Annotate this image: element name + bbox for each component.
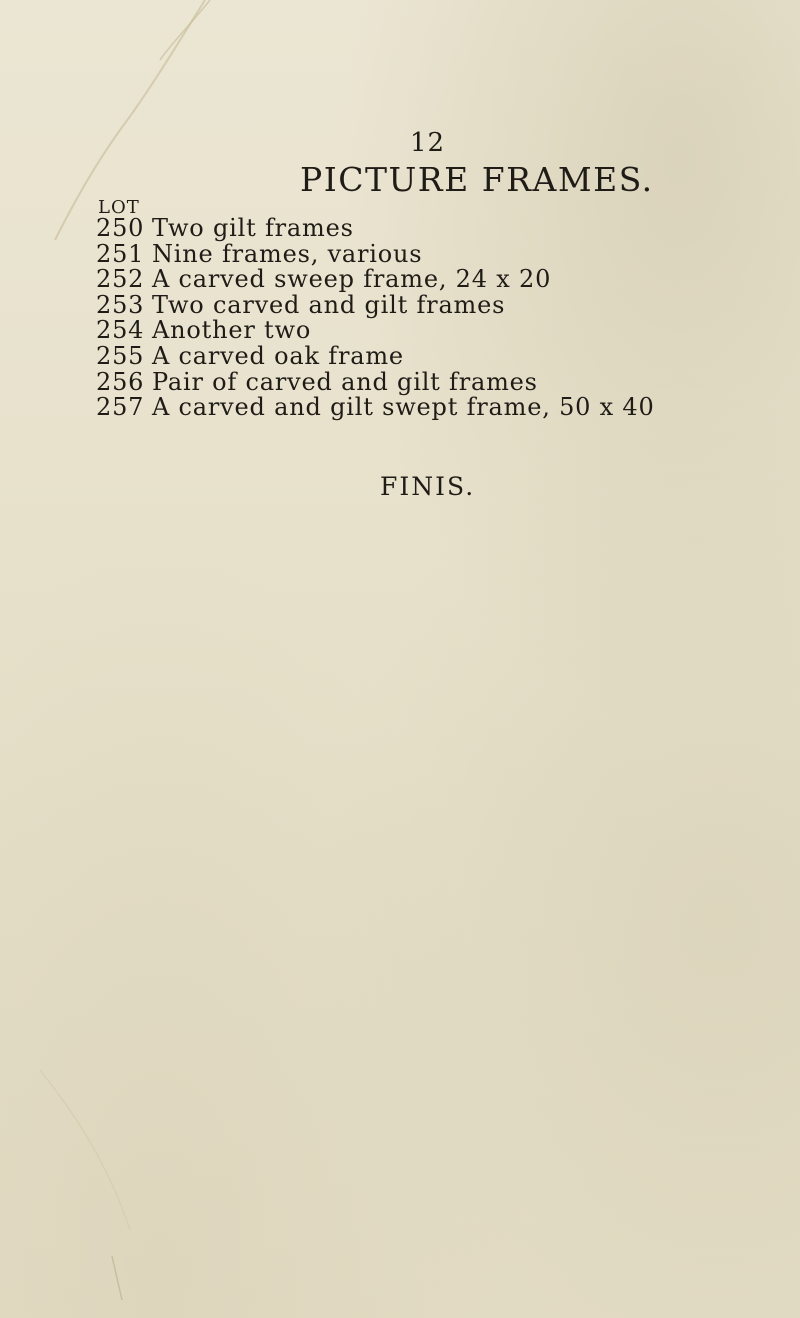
lot-description: Pair of carved and gilt frames	[152, 367, 538, 396]
page-number: 12	[410, 128, 446, 158]
lot-number: 257	[96, 393, 145, 422]
lot-description: A carved oak frame	[152, 341, 404, 370]
lot-number: 254	[96, 316, 145, 345]
lot-description: Nine frames, various	[152, 239, 423, 268]
lot-number: 252	[96, 265, 145, 294]
closing-finis: FINIS.	[380, 472, 476, 501]
lot-row	[96, 342, 756, 368]
lot-number: 253	[96, 290, 145, 319]
lot-row	[96, 393, 756, 422]
lot-number: 250	[96, 214, 145, 242]
lot-description: A carved and gilt swept frame, 50 x 40	[152, 393, 655, 422]
lot-number: 256	[96, 367, 145, 396]
lot-row	[96, 214, 756, 240]
lot-number: 251	[96, 239, 145, 268]
lot-number: 255	[96, 341, 145, 370]
lot-description: Another two	[152, 316, 312, 345]
lot-description: Two gilt frames	[152, 214, 354, 242]
lot-column-header: LOT	[98, 197, 140, 218]
section-title: PICTURE FRAMES.	[300, 160, 654, 199]
lot-description: A carved sweep frame, 24 x 20	[152, 265, 552, 294]
lot-row	[96, 240, 756, 266]
lot-row	[96, 368, 756, 394]
lot-row	[96, 265, 756, 294]
lot-row	[96, 316, 756, 345]
lot-list	[96, 214, 756, 422]
lot-description: Two carved and gilt frames	[152, 290, 506, 319]
lot-row	[96, 291, 756, 317]
